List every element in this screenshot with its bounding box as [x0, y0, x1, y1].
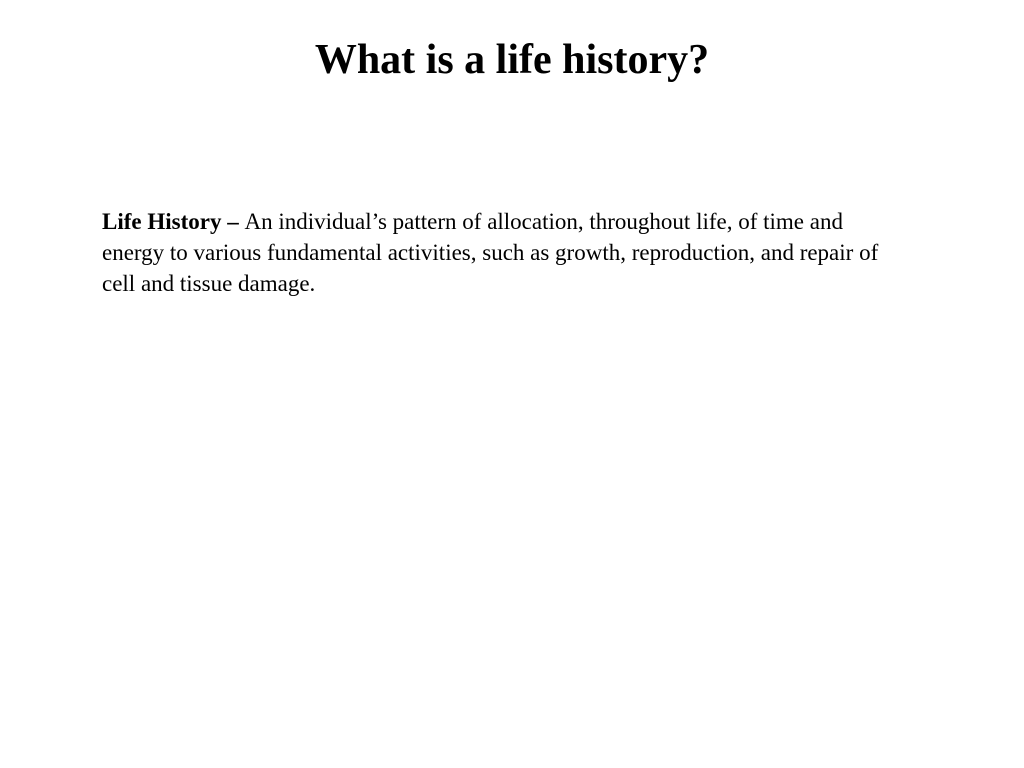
definition-separator: –	[221, 209, 245, 234]
definition-paragraph	[102, 206, 902, 299]
definition-term: Life History	[102, 209, 222, 234]
page-title: What is a life history?	[314, 37, 710, 83]
definition-text: An individual’s pattern of allocation, throughout life, of time and energy to various fundamental activities, such as growth, reproduction, and repair of cell and tissue damage.	[102, 209, 879, 296]
